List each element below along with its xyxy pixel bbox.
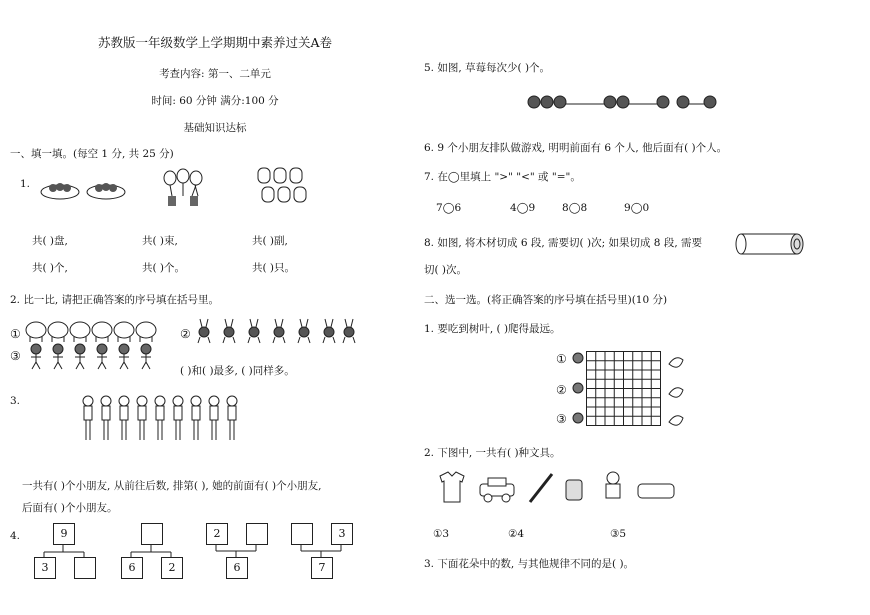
q7-item-4[interactable] bbox=[624, 202, 649, 214]
s1-mark-1: ① bbox=[556, 352, 567, 366]
snail-icon bbox=[570, 350, 586, 426]
q1-blank-pairs[interactable]: 共( )副, bbox=[252, 235, 288, 247]
q4-tree1-right[interactable] bbox=[74, 557, 96, 579]
q8-line2[interactable]: 切( )次。 bbox=[424, 264, 468, 276]
q5-text[interactable]: 5. 如图, 草莓每次少( )个。 bbox=[424, 62, 551, 74]
q7-item-2[interactable] bbox=[510, 202, 535, 214]
q2-mark-2: ② bbox=[180, 327, 191, 341]
q2-text: 2. 比一比, 请把正确答案的序号填在括号里。 bbox=[10, 294, 220, 306]
part1-heading: 一、填一填。(每空 1 分, 共 25 分) bbox=[10, 148, 174, 160]
pencil-case-icon bbox=[638, 484, 674, 498]
q4-tree4-bottom[interactable]: 7 bbox=[311, 557, 333, 579]
compare-circle-icon[interactable]: ◯ bbox=[630, 202, 643, 214]
s1-mark-2: ② bbox=[556, 383, 567, 397]
q3-line1[interactable]: 一共有( )个小朋友, 从前往后数, 排第( ), 她的前面有( )个小朋友, bbox=[22, 480, 322, 492]
grid-board bbox=[586, 351, 662, 427]
s2-text[interactable]: 2. 下图中, 一共有( )种文具。 bbox=[424, 447, 561, 459]
q7-item-2-a: 4 bbox=[510, 202, 517, 214]
q7-item-4-a: 9 bbox=[624, 202, 631, 214]
stationery-items bbox=[438, 470, 678, 506]
part2-heading: 二、选一选。(将正确答案的序号填在括号里)(10 分) bbox=[424, 294, 668, 306]
leaf-icon bbox=[667, 354, 685, 426]
toy-car-icon bbox=[480, 478, 514, 502]
doll-icon bbox=[606, 472, 620, 498]
q7-item-3-a: 8 bbox=[562, 202, 569, 214]
s1-text[interactable]: 1. 要吃到树叶, ( )爬得最远。 bbox=[424, 323, 561, 335]
q2-mark-1: ① bbox=[10, 327, 21, 341]
q7-text: 7. 在◯里填上 ">" "<" 或 "="。 bbox=[424, 171, 581, 183]
s3-text[interactable]: 3. 下面花朵中的数, 与其他规律不同的是( )。 bbox=[424, 558, 635, 570]
compare-circle-icon[interactable]: ◯ bbox=[568, 202, 581, 214]
q4-tree4-top-right[interactable]: 3 bbox=[331, 523, 353, 545]
q6-text[interactable]: 6. 9 个小朋友排队做游戏, 明明前面有 6 个人, 他后面有( )个人。 bbox=[424, 142, 728, 154]
q7-item-3-b: 8 bbox=[580, 202, 588, 214]
q7-item-4-b: 0 bbox=[642, 202, 650, 214]
q1-blank-count2[interactable]: 共( )个。 bbox=[142, 262, 186, 274]
q1-blank-count3[interactable]: 共( )只。 bbox=[252, 262, 296, 274]
q2-mark-3: ③ bbox=[10, 349, 21, 363]
q7-item-1-b: 6 bbox=[454, 202, 462, 214]
q4-tree2-top[interactable] bbox=[141, 523, 163, 545]
q7-item-3[interactable] bbox=[562, 202, 587, 214]
compare-circle-icon[interactable]: ◯ bbox=[442, 202, 455, 214]
q4-tree1-left[interactable]: 3 bbox=[34, 557, 56, 579]
pencil-icon bbox=[530, 474, 552, 502]
compare-circle-icon[interactable]: ◯ bbox=[516, 202, 529, 214]
q2-answer-line[interactable]: ( )和( )最多, ( )同样多。 bbox=[180, 365, 295, 377]
q1-blank-bunches[interactable]: 共( )束, bbox=[142, 235, 178, 247]
shirt-icon bbox=[440, 472, 464, 502]
pencil-sharpener-icon bbox=[566, 480, 582, 500]
q3-line2[interactable]: 后面有( )个小朋友。 bbox=[22, 502, 118, 514]
q7-item-2-b: 9 bbox=[528, 202, 536, 214]
s2-option-1[interactable]: ①3 bbox=[433, 528, 450, 540]
log-icon bbox=[735, 232, 807, 256]
strawberry-row-icon bbox=[526, 92, 718, 112]
q4-tree3-bottom[interactable]: 6 bbox=[226, 557, 248, 579]
q8-line1[interactable]: 8. 如图, 将木材切成 6 段, 需要切( )次; 如果切成 8 段, 需要 bbox=[424, 237, 702, 249]
section-basic: 基础知识达标 bbox=[183, 122, 247, 134]
q1-blank-plates[interactable]: 共( )盘, bbox=[32, 235, 68, 247]
q3-number: 3. bbox=[10, 395, 21, 407]
paper-title: 苏教版一年级数学上学期期中素养过关A卷 bbox=[97, 35, 333, 50]
s1-mark-3: ③ bbox=[556, 412, 567, 426]
q4-tree3-top-right[interactable] bbox=[246, 523, 268, 545]
s2-option-2[interactable]: ②4 bbox=[508, 528, 525, 540]
s2-option-3[interactable]: ③5 bbox=[610, 528, 627, 540]
q4-tree2-left[interactable]: 6 bbox=[121, 557, 143, 579]
q1-blank-count1[interactable]: 共( )个, bbox=[32, 262, 68, 274]
q7-item-1[interactable] bbox=[436, 202, 461, 214]
q4-number: 4. bbox=[10, 530, 21, 542]
q7-item-1-a: 7 bbox=[436, 202, 443, 214]
q1-number: 1. bbox=[20, 178, 31, 190]
q4-tree-lines bbox=[0, 0, 400, 600]
exam-content: 考查内容: 第一、二单元 bbox=[159, 68, 271, 80]
q4-tree2-right[interactable]: 2 bbox=[161, 557, 183, 579]
exam-time: 时间: 60 分钟 满分:100 分 bbox=[151, 95, 279, 107]
q4-tree3-top-left[interactable]: 2 bbox=[206, 523, 228, 545]
q4-tree4-top-left[interactable] bbox=[291, 523, 313, 545]
q4-tree1-top[interactable]: 9 bbox=[53, 523, 75, 545]
